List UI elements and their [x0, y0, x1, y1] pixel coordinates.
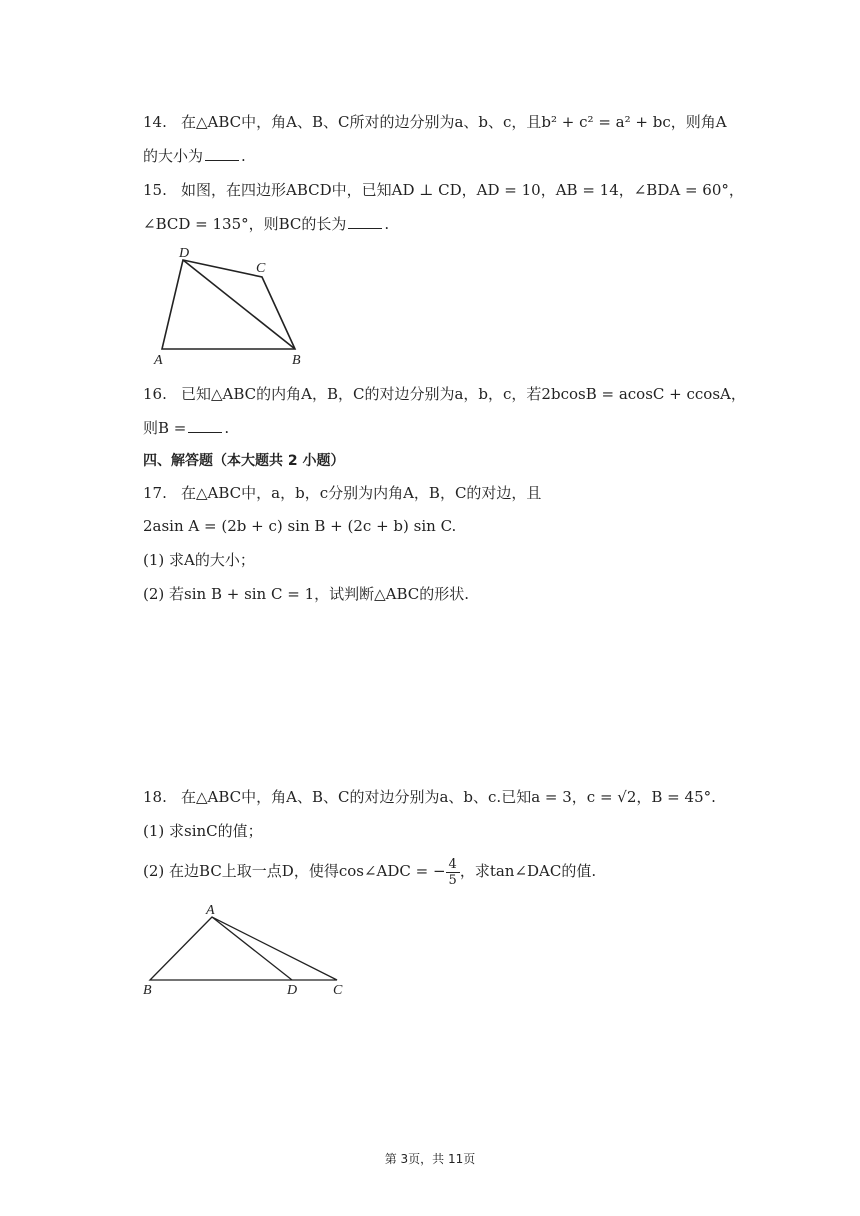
label-b: B [292, 353, 301, 368]
label-c: C [256, 261, 266, 276]
q14-line2 [143, 146, 246, 166]
q14-end: . [241, 147, 246, 165]
label-a: A [154, 353, 163, 368]
q15-line1 [143, 180, 744, 200]
answer-blank [205, 146, 239, 161]
q14-text-2: 的大小为 [143, 147, 204, 165]
q17-part1: (1) 求A的大小； [143, 551, 255, 569]
label-c: C [333, 983, 343, 998]
answer-blank [348, 214, 382, 229]
label-d: D [287, 983, 298, 998]
q17-equation: 2asin A = (2b + c) sin B + (2c + b) sin C. [143, 517, 457, 535]
q15-end: . [384, 215, 390, 233]
q17-line1 [143, 483, 541, 503]
label-b: B [143, 983, 152, 998]
q18-part2 [143, 852, 596, 890]
q14-text: 在△ABC中，角A、B、C所对的边分别为a、b、c，且b² + c² = a² + bc，则角A [181, 113, 727, 131]
fraction-denominator: 5 [446, 872, 460, 888]
q18-number: 18. [143, 788, 167, 806]
section-heading: 四、解答题（本大题共 2 小题） [143, 453, 345, 469]
q16-line1 [143, 384, 746, 404]
diagonal-db [183, 260, 295, 349]
q18-part2-text: (2) 在边BC上取一点D，使得cos∠ADC = − [143, 862, 446, 880]
q16-line2 [143, 418, 229, 438]
segment-ad [212, 917, 292, 980]
fraction [446, 857, 460, 888]
q14-line1 [143, 112, 727, 132]
quadrilateral-outline [162, 260, 295, 349]
q18-line1 [143, 787, 716, 807]
label-d: D [179, 246, 190, 261]
q17-number: 17. [143, 484, 167, 502]
q16-text: 已知△ABC的内角A，B，C的对边分别为a，b，c，若2bcosB = acosC + ccosA， [181, 385, 746, 403]
label-a: A [206, 903, 215, 918]
q16-number: 16. [143, 385, 167, 403]
q18-part2-end: ，求tan∠DAC的值. [459, 862, 597, 880]
q16-text-2: 则B = [143, 419, 187, 437]
quadrilateral-figure [145, 240, 315, 370]
q14-number: 14. [143, 113, 167, 131]
q15-number: 15. [143, 181, 167, 199]
q18-part1: (1) 求sinC的值； [143, 822, 263, 840]
q16-end: . [224, 419, 230, 437]
fraction-numerator: 4 [448, 856, 457, 872]
q18-text: 在△ABC中，角A、B、C的对边分别为a、b、c.已知a = 3，c = √2，B = 45°. [181, 788, 716, 806]
page-footer: 第 3页，共 11页 [384, 1152, 476, 1166]
q15-text-2: ∠BCD = 135°，则BC的长为 [143, 215, 347, 233]
triangle-outline [150, 917, 337, 980]
q15-line2 [143, 214, 389, 234]
q15-text: 如图，在四边形ABCD中，已知AD ⊥ CD，AD = 10，AB = 14，∠BDA = 60°， [181, 181, 744, 199]
q17-text: 在△ABC中，a，b，c分别为内角A，B，C的对边，且 [181, 484, 542, 502]
q17-part2: (2) 若sin B + sin C = 1，试判断△ABC的形状. [143, 585, 470, 603]
answer-blank [188, 418, 222, 433]
triangle-figure [140, 900, 360, 1000]
